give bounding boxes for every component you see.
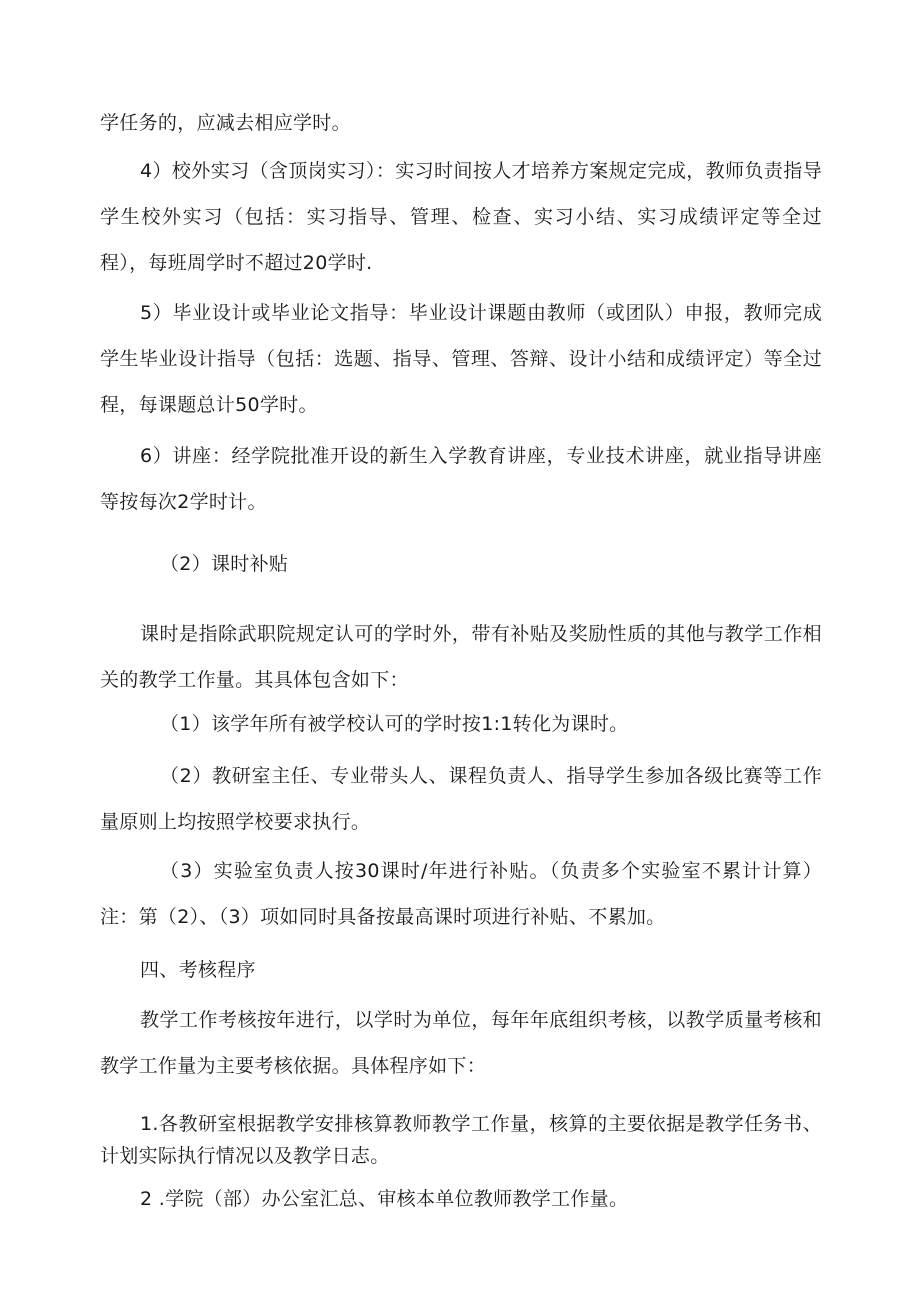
list-item-1: （1）该学年所有被学校认可的学时按1:1转化为课时。 [160, 713, 629, 735]
section-heading-assessment-procedure: 四、考核程序 [140, 959, 256, 981]
procedure-step-1: 1.各教研室根据教学安排核算教师教学工作量，核算的主要依据是教学任务书、计划实际执行情况以及教学日志。 [100, 1113, 822, 1167]
list-item-3: （3）实验室负责人按30课时/年进行补贴。（负责多个实验室不累计计算）注：第（2）、（3）项如同时具备按最高课时项进行补贴、不累加。 [100, 860, 822, 928]
paragraph-class-hour-definition: 课时是指除武职院规定认可的学时外，带有补贴及奖励性质的其他与教学工作相关的教学工作量。其具体包含如下： [100, 623, 822, 691]
list-item-2: （2）教研室主任、专业带头人、课程负责人、指导学生参加各级比赛等工作量原则上均按照学校要求执行。 [100, 765, 822, 833]
paragraph-assessment-overview: 教学工作考核按年进行，以学时为单位，每年年底组织考核，以教学质量考核和教学工作量为主要考核依据。具体程序如下： [100, 1009, 822, 1077]
paragraph-continuation: 学任务的，应减去相应学时。 [100, 112, 351, 134]
paragraph-graduation-design: 5）毕业设计或毕业论文指导：毕业设计课题由教师（或团队）申报，教师完成学生毕业设计指导（包括：选题、指导、管理、答辩、设计小结和成绩评定）等全过程，每课题总计50学时。 [100, 302, 822, 416]
paragraph-lectures: 6）讲座：经学院批准开设的新生入学教育讲座，专业技术讲座，就业指导讲座等按每次2学时计。 [100, 445, 822, 513]
paragraph-offcampus-internship: 4）校外实习（含顶岗实习）：实习时间按人才培养方案规定完成，教师负责指导学生校外实习（包括：实习指导、管理、检查、实习小结、实习成绩评定等全过程），每班周学时不超过20学时. [100, 160, 822, 274]
procedure-step-2: 2 .学院（部）办公室汇总、审核本单位教师教学工作量。 [140, 1188, 629, 1210]
section-heading-class-hour-subsidy: （2）课时补贴 [160, 553, 289, 575]
